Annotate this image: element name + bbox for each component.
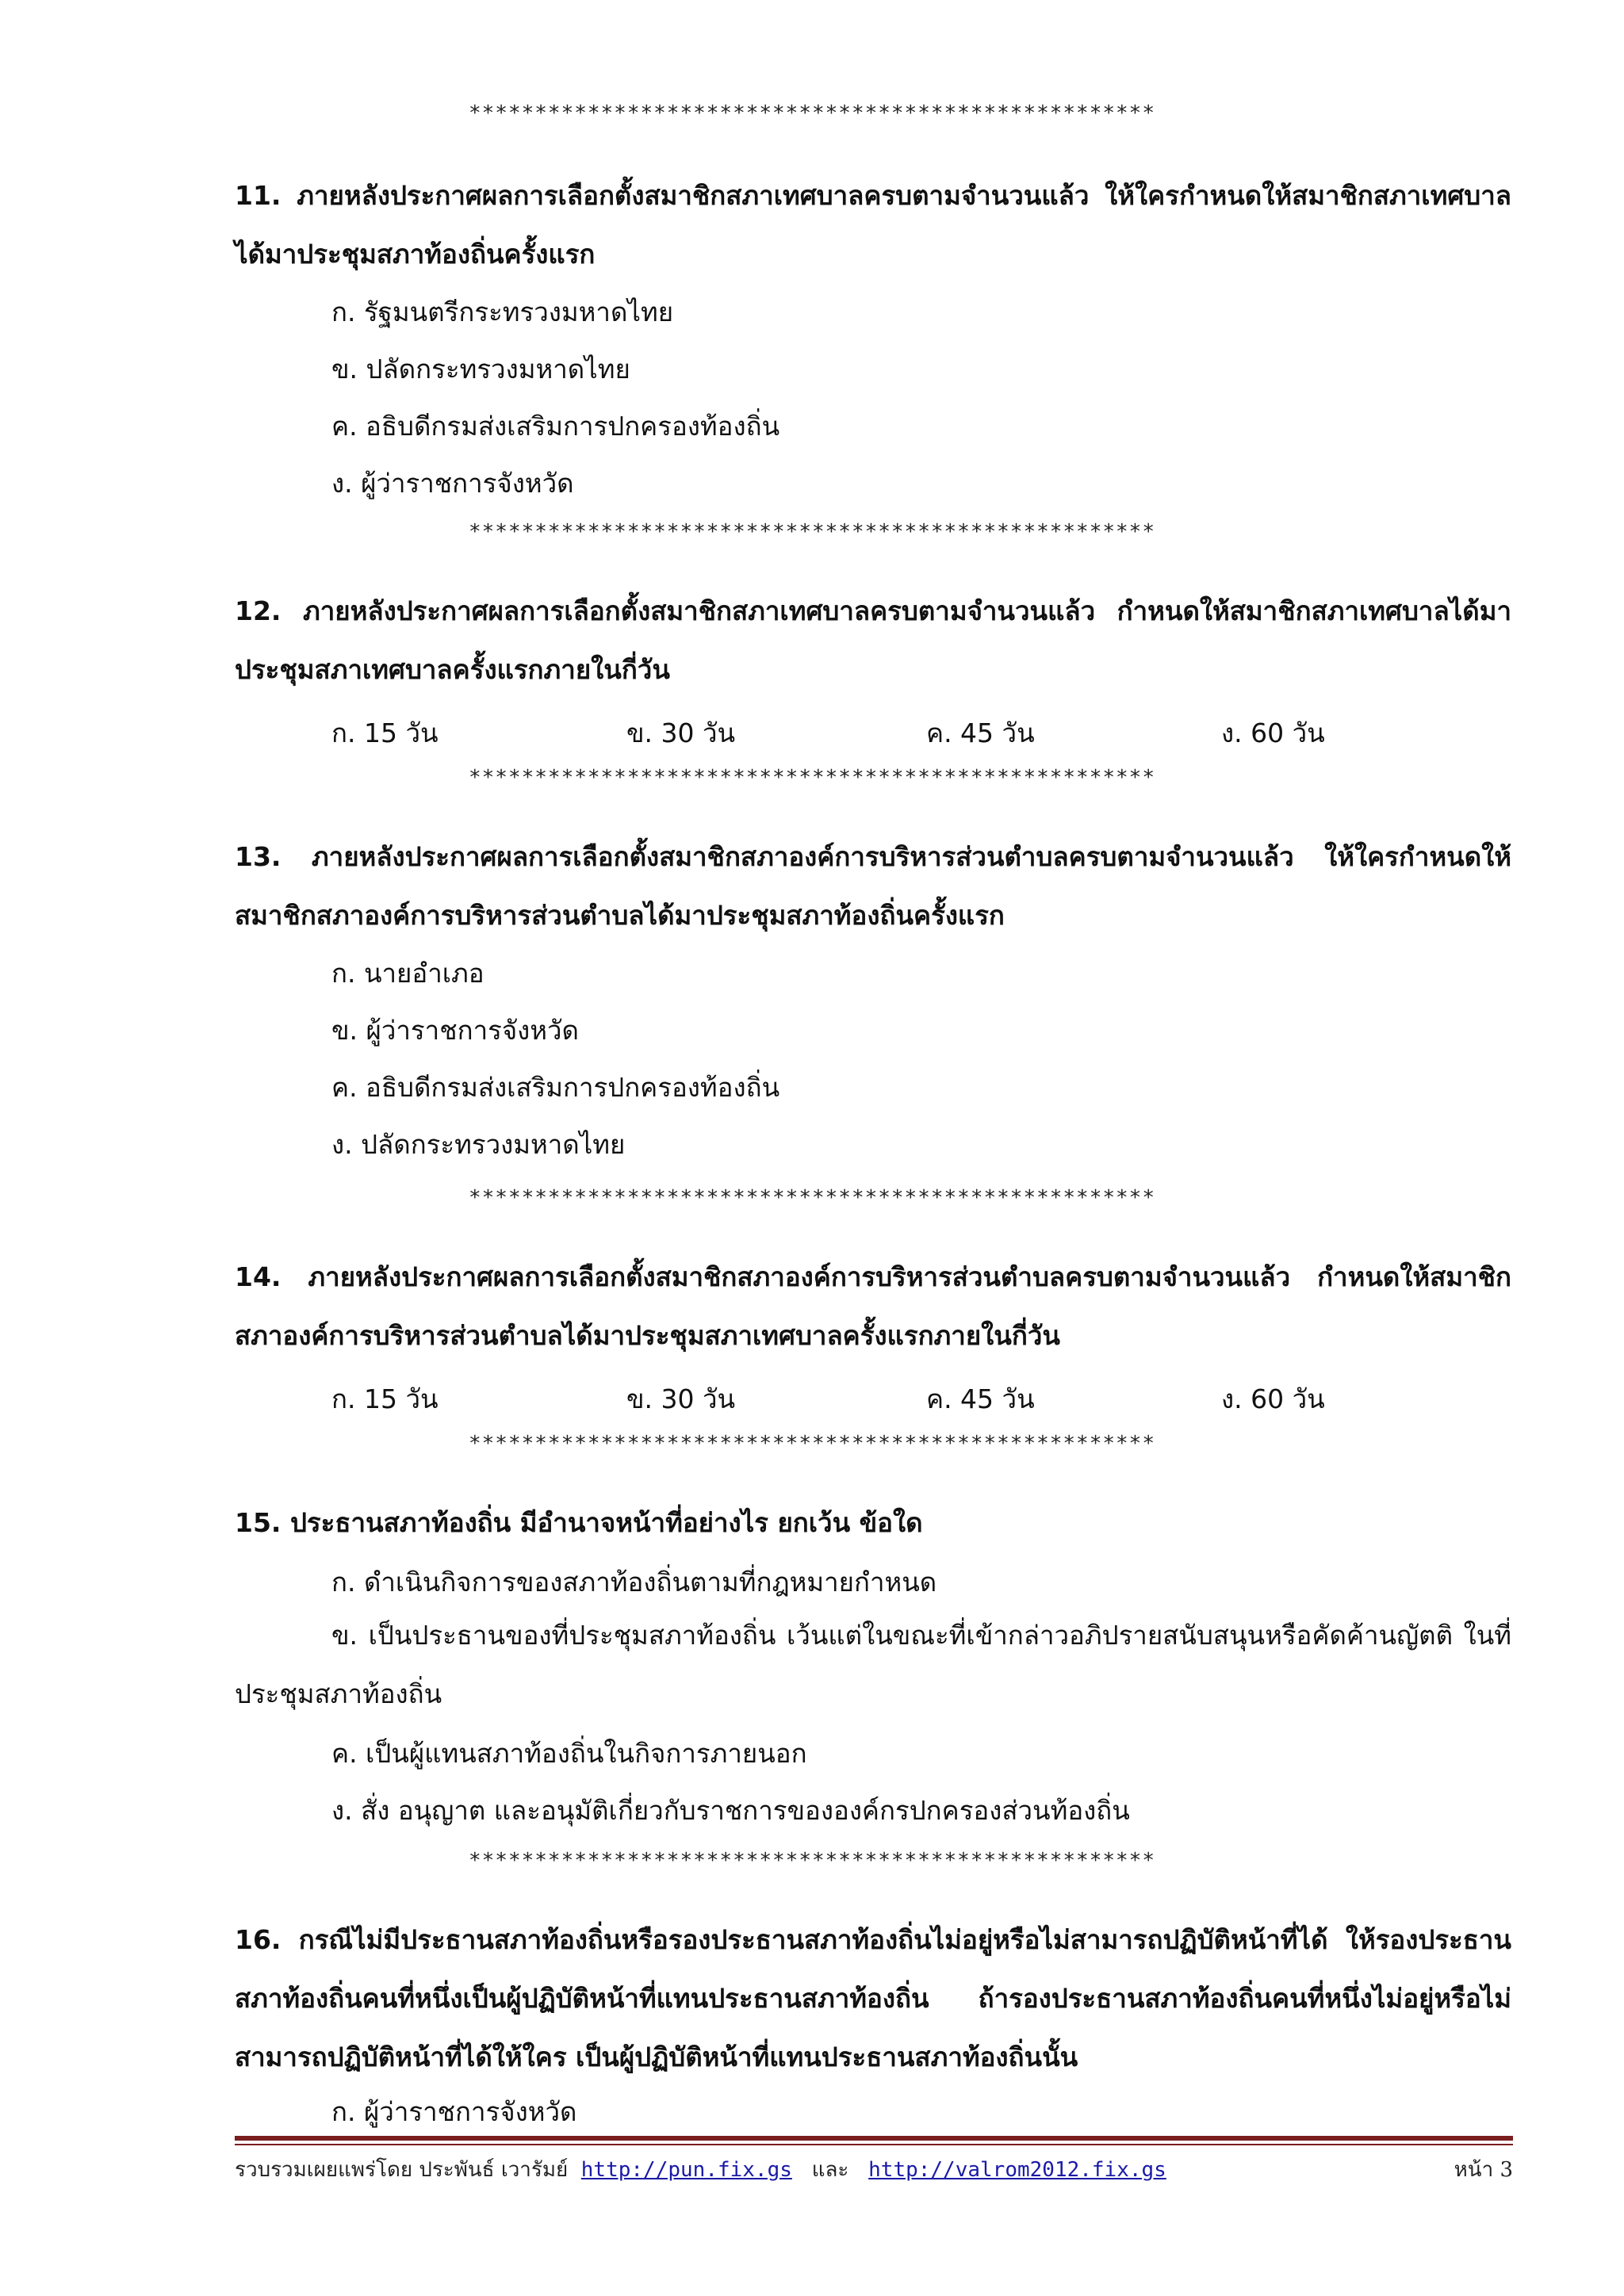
question-11: 11. ภายหลังประกาศผลการเลือกตั้งสมาชิกสภาเทศบาลครบตามจำนวนแล้ว ให้ใครกำหนดให้สมาชิกสภาเทศบาลได้มาประชุมสภาท้องถิ่นครั้งแรก (235, 180, 1511, 270)
option: ง. 60 วัน (1221, 1383, 1325, 1414)
link-valrom[interactable]: http://valrom2012.fix.gs (868, 2158, 1166, 2182)
separator: **************************************************** (469, 766, 1155, 790)
option: ก. ดำเนินกิจการของสภาท้องถิ่นตามที่กฎหมายกำหนด (331, 1567, 937, 1598)
question-12: 12. ภายหลังประกาศผลการเลือกตั้งสมาชิกสภาเทศบาลครบตามจำนวนแล้ว กำหนดให้สมาชิกสภาเทศบาลได้มาประชุมสภาเทศบาลครั้งแรกภายในกี่วัน (235, 595, 1511, 685)
separator: **************************************************** (469, 101, 1155, 125)
footer-credit (235, 2153, 1166, 2186)
option: ก. 15 วัน (331, 718, 439, 748)
question-16: 16. กรณีไม่มีประธานสภาท้องถิ่นหรือรองประธานสภาท้องถิ่นไม่อยู่หรือไม่สามารถปฏิบัติหน้าที่ได้ ให้รองประธานสภาท้องถิ่นคนที่หนึ่งเป็นผู้ปฏิบัติหน้าที่แทนประธานสภาท้องถิ่น ถ้ารองประธานสภาท้องถิ่นคนที่หนึ่งไม่อยู่หรือไม่สามารถปฏิบัติหน้าที่ได้ให้ใคร เป็นผู้ปฏิบัติหน้าที่แทนประธานสภาท้องถิ่นนั้น (235, 1924, 1511, 2072)
separator: **************************************************** (469, 520, 1155, 544)
option: ค. 45 วัน (926, 718, 1035, 748)
footer-rule (235, 2136, 1513, 2141)
page-number: หน้า 3 (1454, 2158, 1513, 2182)
and-text: และ (811, 2158, 849, 2182)
credit-text: รวบรวมเผยแพร่โดย ประพันธ์ เวารัมย์ (235, 2158, 569, 2182)
option: ค. เป็นผู้แทนสภาท้องถิ่นในกิจการภายนอก (331, 1738, 807, 1769)
page-footer (235, 2153, 1513, 2185)
link-pun[interactable]: http://pun.fix.gs (580, 2158, 792, 2182)
separator: **************************************************** (469, 1432, 1155, 1456)
option: ค. อธิบดีกรมส่งเสริมการปกครองท้องถิ่น (331, 411, 780, 442)
option: ข. เป็นประธานของที่ประชุมสภาท้องถิ่น เว้นแต่ในขณะที่เข้ากล่าวอภิปรายสนับสนุนหรือคัดค้านญัตติ ในที่ประชุมสภาท้องถิ่น (235, 1620, 1511, 1709)
question-13: 13. ภายหลังประกาศผลการเลือกตั้งสมาชิกสภาองค์การบริหารส่วนตำบลครบตามจำนวนแล้ว ให้ใครกำหนดให้สมาชิกสภาองค์การบริหารส่วนตำบลได้มาประชุมสภาท้องถิ่นครั้งแรก (235, 841, 1511, 931)
option: ข. 30 วัน (626, 1383, 736, 1414)
option: ง. ปลัดกระทรวงมหาดไทย (331, 1129, 626, 1160)
option: ข. ผู้ว่าราชการจังหวัด (331, 1015, 579, 1046)
option: ง. ผู้ว่าราชการจังหวัด (331, 468, 574, 499)
question-14: 14. ภายหลังประกาศผลการเลือกตั้งสมาชิกสภาองค์การบริหารส่วนตำบลครบตามจำนวนแล้ว กำหนดให้สมาชิกสภาองค์การบริหารส่วนตำบลได้มาประชุมสภาเทศบาลครั้งแรกภายในกี่วัน (235, 1261, 1511, 1351)
option: ข. 30 วัน (626, 718, 736, 748)
option: ก. รัฐมนตรีกระทรวงมหาดไทย (331, 297, 674, 327)
footer-rule (235, 2144, 1513, 2145)
option: ก. นายอำเภอ (331, 958, 485, 989)
option: ก. ผู้ว่าราชการจังหวัด (331, 2096, 577, 2127)
option: ง. 60 วัน (1221, 718, 1325, 748)
separator: **************************************************** (469, 1849, 1155, 1873)
option: ค. 45 วัน (926, 1383, 1035, 1414)
question-15: 15. ประธานสภาท้องถิ่น มีอำนาจหน้าที่อย่างไร ยกเว้น ข้อใด (235, 1507, 923, 1538)
option: ง. สั่ง อนุญาต และอนุมัติเกี่ยวกับราชการขององค์กรปกครองส่วนท้องถิ่น (331, 1795, 1130, 1826)
separator: **************************************************** (469, 1186, 1155, 1210)
option: ค. อธิบดีกรมส่งเสริมการปกครองท้องถิ่น (331, 1072, 780, 1103)
option: ข. ปลัดกระทรวงมหาดไทย (331, 354, 630, 385)
option: ก. 15 วัน (331, 1383, 439, 1414)
